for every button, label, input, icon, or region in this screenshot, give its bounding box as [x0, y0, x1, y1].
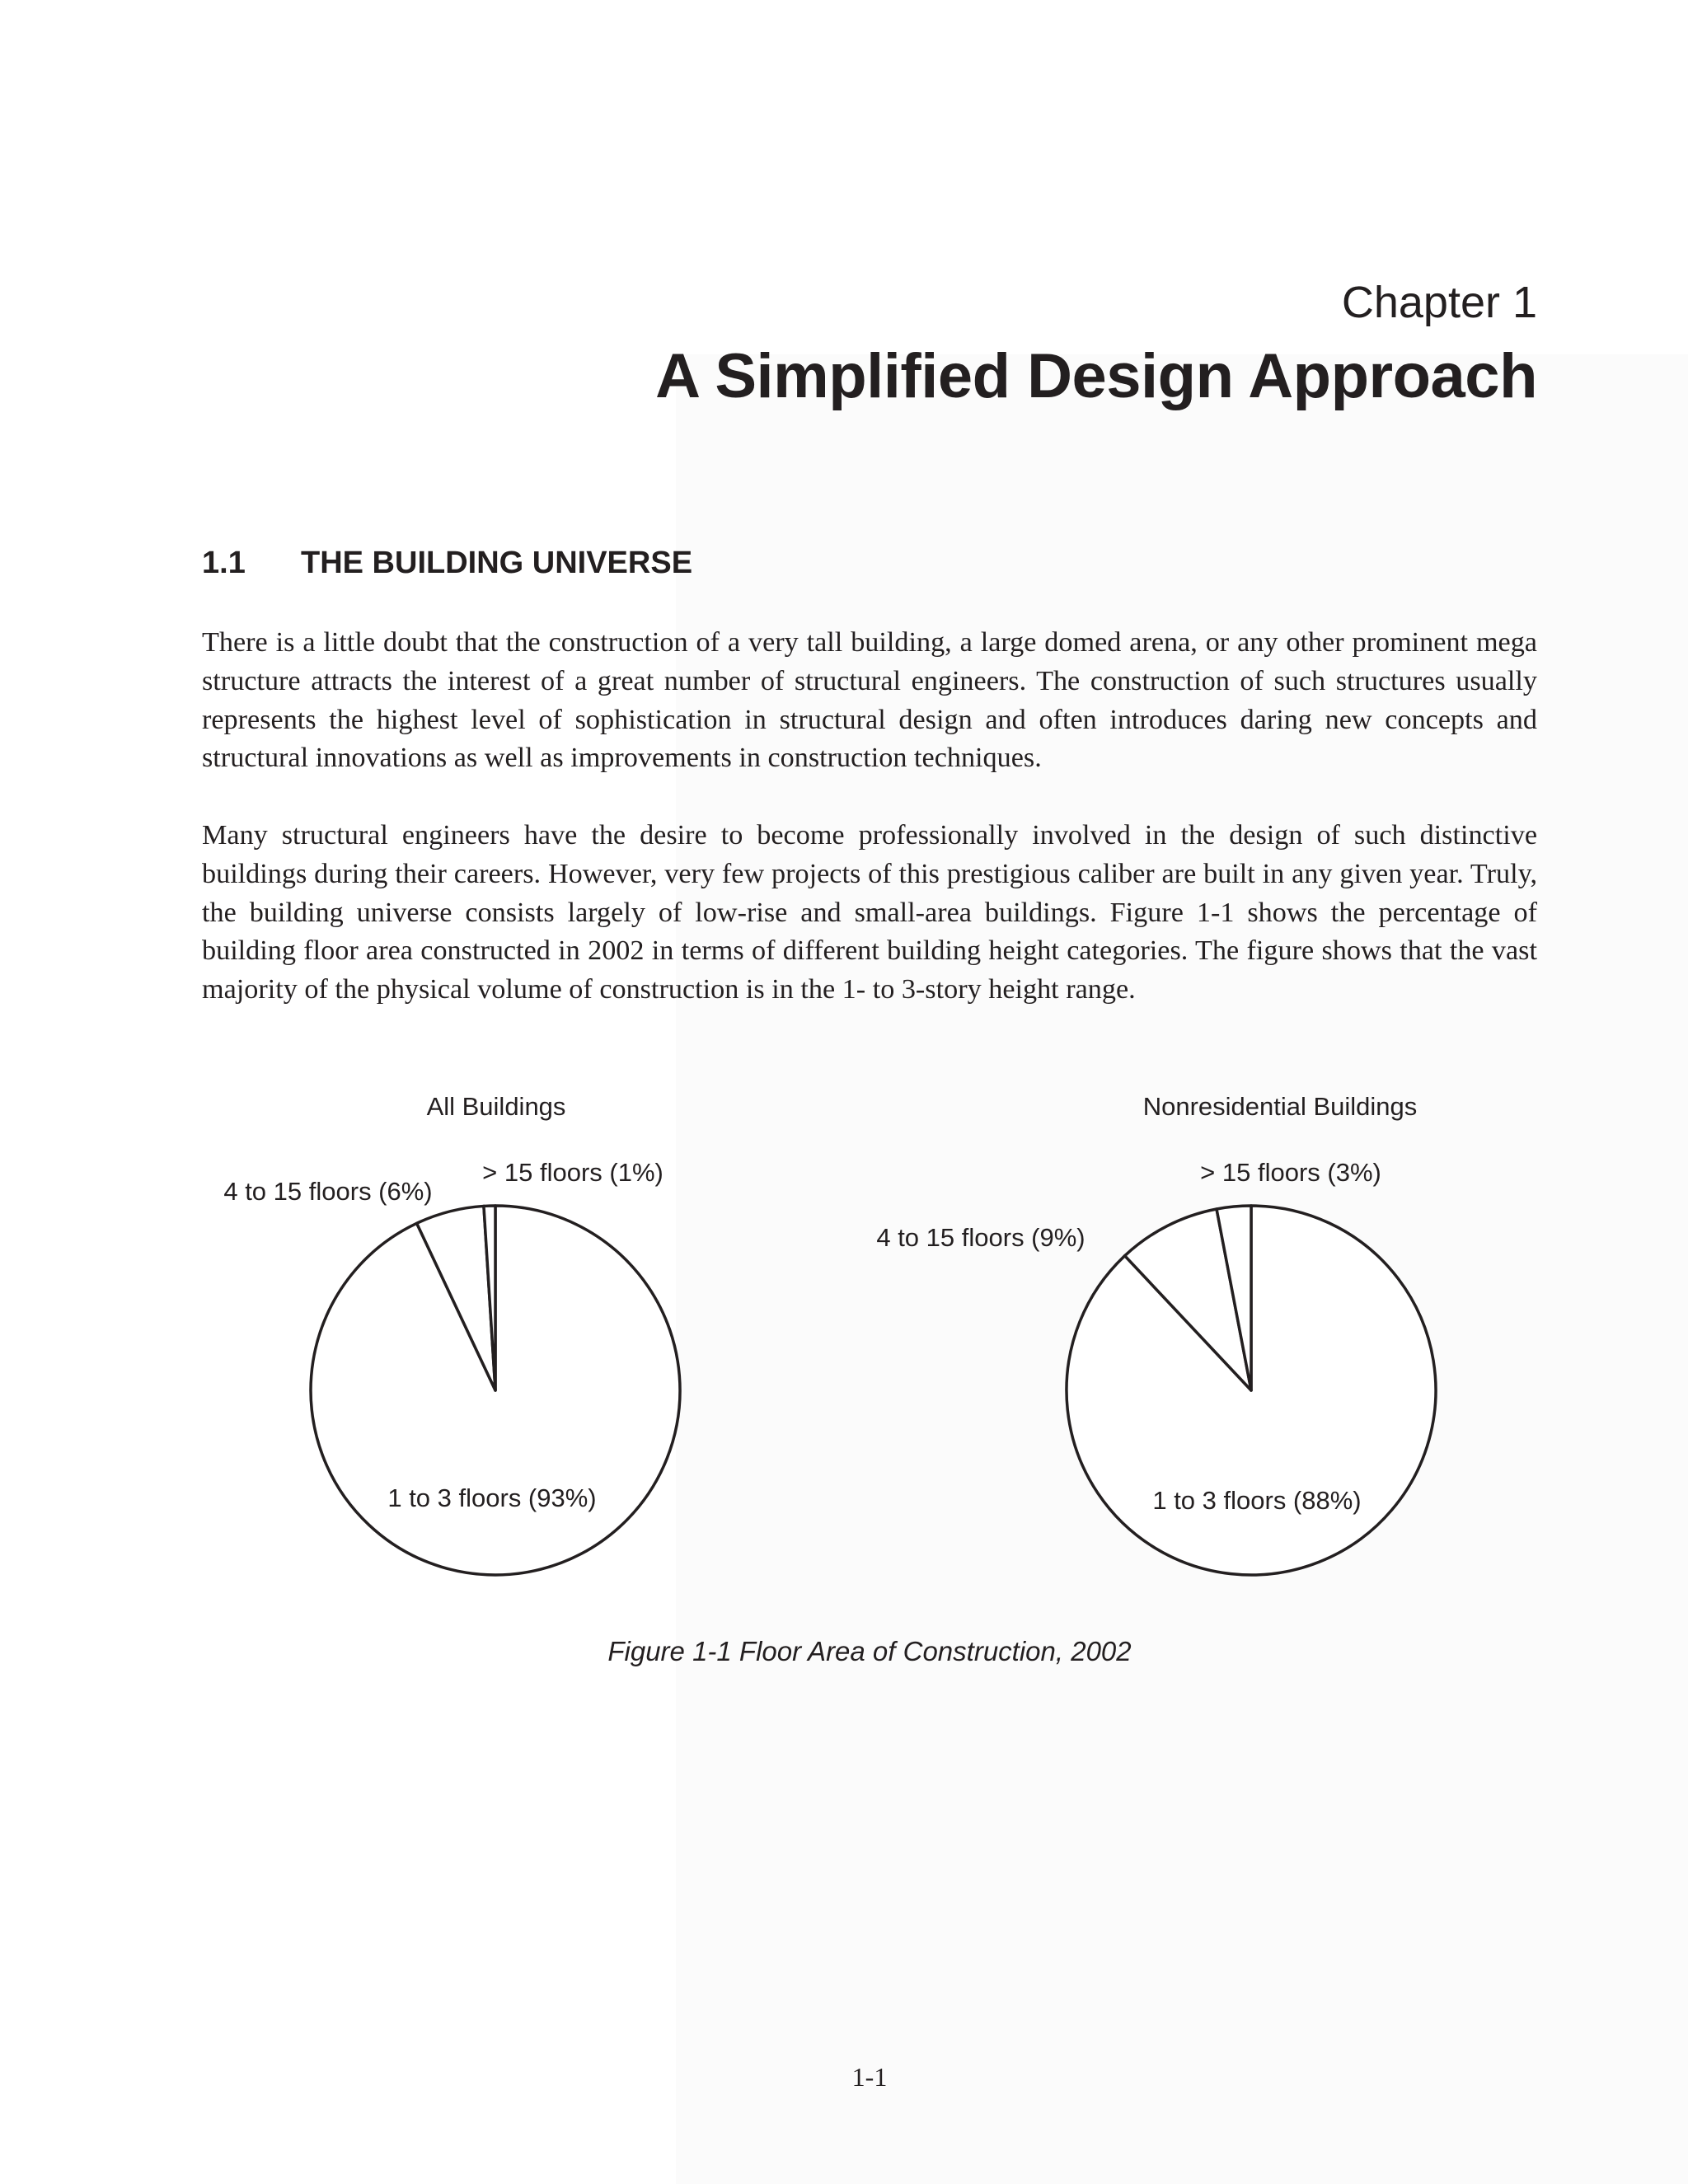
slice-label: 1 to 3 floors (88%)	[1152, 1486, 1362, 1515]
slice-label: > 15 floors (1%)	[482, 1158, 663, 1187]
figure-pie-charts	[0, 1047, 1688, 1673]
pie-chart-all-buildings	[223, 1092, 680, 1575]
chapter-title: A Simplified Design Approach	[655, 341, 1537, 411]
slice-label: 1 to 3 floors (93%)	[387, 1483, 597, 1512]
chapter-label: Chapter 1	[1341, 278, 1537, 327]
slice-label: 4 to 15 floors (9%)	[876, 1223, 1085, 1252]
slice-label: > 15 floors (3%)	[1200, 1158, 1381, 1187]
section-title: THE BUILDING UNIVERSE	[301, 546, 693, 580]
section-number: 1.1	[202, 546, 246, 580]
slice-label: 4 to 15 floors (6%)	[223, 1177, 433, 1206]
page-number: 1-1	[851, 2062, 888, 2092]
figure-caption: Figure 1-1 Floor Area of Construction, 2002	[607, 1636, 1132, 1666]
section-heading	[202, 544, 692, 582]
body-paragraph: Many structural engineers have the desire to become professionally involved in the design of such distinctive buildings during their careers. However, very few projects of this prestigious caliber are built in any given year. Truly, the building universe consists largely of low-rise and small-area buildings. Figure 1-1 shows the percentage of building floor area constructed in 2002 in terms of different building height categories. The figure shows that the vast majority of the physical volume of construction is in the 1- to 3-story height range.	[202, 820, 1537, 1005]
body-paragraph: There is a little doubt that the construction of a very tall building, a large domed arena, or any other prominent mega structure attracts the interest of a great number of structural engineers. The construction of such structures usually represents the highest level of sophistication in structural design and often introduces daring new concepts and structural innovations as well as improvements in construction techniques.	[202, 627, 1537, 774]
pie-title: All Buildings	[426, 1092, 566, 1121]
pie-title: Nonresidential Buildings	[1142, 1092, 1418, 1121]
pie-chart-nonresidential-buildings	[876, 1092, 1436, 1575]
